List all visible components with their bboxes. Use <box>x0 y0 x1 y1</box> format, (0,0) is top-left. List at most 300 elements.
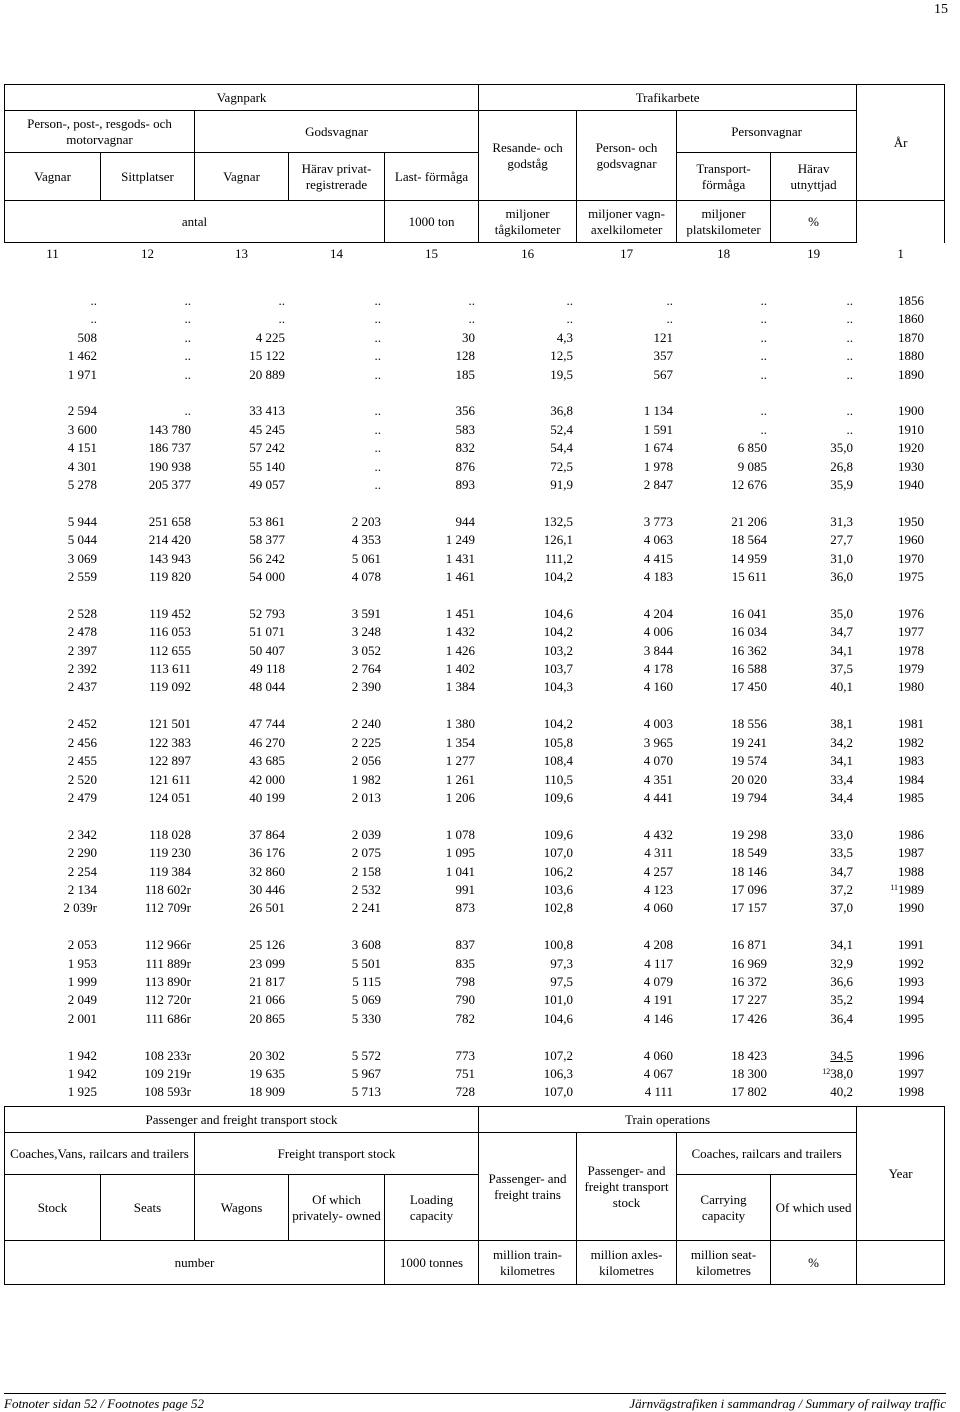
table-cell: 1 942 <box>67 1065 97 1081</box>
table-cell: .. <box>374 329 381 345</box>
table-cell: 2 455 <box>67 753 97 769</box>
table-cell: 3 591 <box>351 605 381 621</box>
table-cell: 790 <box>455 992 475 1008</box>
table-cell: 4 183 <box>643 569 673 585</box>
table-cell: 19 794 <box>731 789 767 805</box>
stock-group-heading: Passenger and freight transport stock <box>5 1107 479 1133</box>
table-cell: 56 242 <box>249 550 285 566</box>
table-cell: 4 311 <box>644 845 673 861</box>
table-cell: 34,7 <box>830 863 853 879</box>
table-cell: .. <box>760 311 767 327</box>
table-cell: 143 943 <box>148 550 191 566</box>
column-number: 17 <box>620 245 634 261</box>
table-cell: 17 157 <box>731 900 767 916</box>
table-cell: 357 <box>653 348 673 364</box>
data-body <box>4 292 944 1102</box>
column-number: 14 <box>330 245 343 261</box>
table-cell: 52 793 <box>249 605 285 621</box>
column-number: 12 <box>141 245 154 261</box>
table-cell: 121 501 <box>148 716 191 732</box>
table-cell: 5 330 <box>351 1010 381 1026</box>
year-cell: 1930 <box>898 458 924 474</box>
table-cell: 31,3 <box>830 513 853 529</box>
privately-owned-heading: Of which privately- owned <box>289 1175 385 1241</box>
table-cell: .. <box>566 311 573 327</box>
procent-unit: % <box>771 201 857 243</box>
table-cell: 2 479 <box>67 789 97 805</box>
pass-freight-trains-heading: Passenger- and freight trains <box>479 1133 577 1241</box>
table-cell: 36,0 <box>830 569 853 585</box>
table-row <box>4 1010 944 1028</box>
year-cell: 1990 <box>898 900 924 916</box>
table-cell: .. <box>374 403 381 419</box>
table-cell: 111,2 <box>544 550 573 566</box>
year-cell: 1960 <box>898 532 924 548</box>
table-cell: 1 971 <box>67 366 97 382</box>
table-cell: 101,0 <box>543 992 573 1008</box>
table-cell: 1 591 <box>643 421 673 437</box>
table-cell: 835 <box>455 955 475 971</box>
table-cell: 19 241 <box>731 734 767 750</box>
table-cell: 18 564 <box>731 532 767 548</box>
table-cell: 508 <box>77 329 97 345</box>
table-cell: 17 096 <box>731 881 767 897</box>
table-row <box>4 476 944 494</box>
row-spacer <box>4 918 944 936</box>
antal-unit: antal <box>5 201 385 243</box>
table-cell: 19 574 <box>731 753 767 769</box>
table-cell: 2 049 <box>67 992 97 1008</box>
table-cell: 121 <box>653 329 673 345</box>
table-cell: 97,3 <box>550 955 573 971</box>
table-row <box>4 973 944 991</box>
table-cell: 107,0 <box>543 845 573 861</box>
underlined-value: 34,5 <box>830 1047 853 1063</box>
year-cell: 1940 <box>898 477 924 493</box>
table-cell: 2 039 <box>351 826 381 842</box>
table-cell: 122 897 <box>148 753 191 769</box>
table-cell: 111 889r <box>145 955 191 971</box>
table-cell: .. <box>760 348 767 364</box>
year-cell: 1860 <box>898 311 924 327</box>
person-group-heading: Person-, post-, resgods- och motorvagnar <box>5 111 195 153</box>
table-cell: 5 061 <box>351 550 381 566</box>
table-cell: 45 245 <box>249 421 285 437</box>
table-cell: 1 431 <box>445 550 475 566</box>
table-cell: 4 301 <box>67 458 97 474</box>
year-cell: 1992 <box>898 955 924 971</box>
table-cell: 186 737 <box>148 440 191 456</box>
page-number: 15 <box>934 2 948 17</box>
table-cell: 143 780 <box>148 421 191 437</box>
table-cell: 2 532 <box>351 881 381 897</box>
table-row <box>4 955 944 973</box>
year-cell: 1981 <box>898 716 924 732</box>
table-cell: 17 426 <box>731 1010 767 1026</box>
data-table <box>4 292 944 1102</box>
table-cell: .. <box>666 293 673 308</box>
row-spacer <box>4 494 944 512</box>
table-cell: 2 013 <box>351 789 381 805</box>
table-cell: 112 966r <box>144 937 191 953</box>
table-cell: 2 001 <box>67 1010 97 1026</box>
table-cell: 4 067 <box>643 1065 673 1081</box>
column-numbers-row <box>5 243 945 265</box>
table-cell: 4 146 <box>643 1010 673 1026</box>
table-cell: 5 572 <box>351 1047 381 1063</box>
of-which-used-heading: Of which used <box>771 1175 857 1241</box>
table-cell: 103,2 <box>543 642 573 658</box>
seat-km-unit: million seat- kilometres <box>677 1241 771 1285</box>
table-cell: 16 034 <box>731 624 767 640</box>
table-cell: 2 290 <box>67 845 97 861</box>
table-cell: 12 676 <box>731 477 767 493</box>
vagnaxel-unit: miljoner vagn- axelkilometer <box>577 201 677 243</box>
table-cell: .. <box>90 311 97 327</box>
table-cell: .. <box>374 421 381 437</box>
table-cell: 1 206 <box>445 789 475 805</box>
table-cell: 38,1 <box>830 716 853 732</box>
table-cell: 15 122 <box>249 348 285 364</box>
train-ops-heading: Train operations <box>479 1107 857 1133</box>
table-cell: 4 208 <box>643 937 673 953</box>
table-cell: 40,1 <box>830 679 853 695</box>
table-cell: .. <box>184 348 191 364</box>
table-cell: 893 <box>455 477 475 493</box>
table-cell: 106,2 <box>543 863 573 879</box>
table-cell: 54 000 <box>249 569 285 585</box>
table-row <box>4 936 944 954</box>
table-cell: 3 965 <box>643 734 673 750</box>
table-cell: 18 423 <box>731 1047 767 1063</box>
table-cell: 19 298 <box>731 826 767 842</box>
personvagnar-heading: Personvagnar <box>677 111 857 153</box>
table-cell: 944 <box>455 513 475 529</box>
table-cell: 3 052 <box>351 642 381 658</box>
table-cell: 4 178 <box>643 661 673 677</box>
table-cell: 2 437 <box>67 679 97 695</box>
table-cell: 1 078 <box>445 826 475 842</box>
trafikarbete-heading: Trafikarbete <box>479 85 857 111</box>
table-cell: 42 000 <box>249 771 285 787</box>
table-cell: 1 426 <box>445 642 475 658</box>
table-cell: 4 191 <box>643 992 673 1008</box>
year-cell: 1978 <box>898 642 924 658</box>
year-cell: 1920 <box>898 440 924 456</box>
table-cell: 37,2 <box>830 881 853 897</box>
footnote-marker: 11 <box>890 882 898 892</box>
table-cell: 109 219r <box>144 1065 191 1081</box>
table-cell: 27,7 <box>830 532 853 548</box>
table-cell: 112 655 <box>149 642 191 658</box>
table-cell: 48 044 <box>249 679 285 695</box>
table-cell: 30 <box>462 329 475 345</box>
table-cell: 5 501 <box>351 955 381 971</box>
table-cell: 104,2 <box>543 716 573 732</box>
table-cell: 113 611 <box>149 661 191 677</box>
year-cell: 1880 <box>898 348 924 364</box>
table-cell: 4 257 <box>643 863 673 879</box>
table-cell: .. <box>760 403 767 419</box>
table-cell: 2 158 <box>351 863 381 879</box>
table-cell: 119 820 <box>149 569 191 585</box>
resande-heading: Resande- och godståg <box>479 111 577 201</box>
table-cell: 119 092 <box>149 679 191 695</box>
table-cell: 2 203 <box>351 513 381 529</box>
table-cell: 728 <box>455 1084 475 1100</box>
row-spacer <box>4 1028 944 1046</box>
person-gods-heading: Person- och godsvagnar <box>577 111 677 201</box>
publication-title: Järnvägstrafiken i sammandrag / Summary of railway traffic <box>629 1396 946 1411</box>
tagkm-unit: miljoner tågkilometer <box>479 201 577 243</box>
table-cell: .. <box>760 293 767 308</box>
table-cell: 16 041 <box>731 605 767 621</box>
table-cell: 873 <box>455 900 475 916</box>
year-cell: 1994 <box>898 992 924 1008</box>
vagnar-gods-heading: Vagnar <box>195 153 289 201</box>
table-cell: 34,1 <box>830 642 853 658</box>
table-cell: 40,2 <box>830 1084 853 1100</box>
table-cell: 18 556 <box>731 716 767 732</box>
year-cell: 1984 <box>898 771 924 787</box>
table-cell <box>770 1047 856 1065</box>
freight-stock-heading: Freight transport stock <box>195 1133 479 1175</box>
table-cell: .. <box>846 421 853 437</box>
table-cell: 37,5 <box>830 661 853 677</box>
table-cell: 119 384 <box>149 863 191 879</box>
table-cell: 3 248 <box>351 624 381 640</box>
table-cell: 782 <box>455 1010 475 1026</box>
table-cell: 1 451 <box>445 605 475 621</box>
table-cell: 2 520 <box>67 771 97 787</box>
table-cell: 5 713 <box>351 1084 381 1100</box>
year-cell: 1979 <box>898 661 924 677</box>
table-cell: 132,5 <box>543 513 573 529</box>
table-cell: 33,4 <box>830 771 853 787</box>
table-row <box>4 623 944 641</box>
table-cell: .. <box>374 293 381 308</box>
table-cell: .. <box>184 403 191 419</box>
column-number: 1 <box>897 245 904 261</box>
table-cell: 5 044 <box>67 532 97 548</box>
table-cell: .. <box>374 477 381 493</box>
table-cell: 20 020 <box>731 771 767 787</box>
table-cell: .. <box>468 293 475 308</box>
table-cell: .. <box>184 293 191 308</box>
table-cell: 52,4 <box>550 421 573 437</box>
table-cell: .. <box>760 366 767 382</box>
table-cell: 34,2 <box>830 734 853 750</box>
table-row <box>4 310 944 328</box>
table-cell: 19 635 <box>249 1065 285 1081</box>
year-en-heading: Year <box>857 1107 945 1241</box>
table-cell: 4 060 <box>643 1047 673 1063</box>
table-cell: 107,2 <box>543 1047 573 1063</box>
table-cell: 2 053 <box>67 937 97 953</box>
table-cell: 1 134 <box>643 403 673 419</box>
table-row <box>4 991 944 1009</box>
year-cell: 1970 <box>898 550 924 566</box>
table-cell: 46 270 <box>249 734 285 750</box>
table-row <box>4 329 944 347</box>
table-row <box>4 1065 944 1083</box>
year-cell: 1900 <box>898 403 924 419</box>
year-cell: 1997 <box>898 1065 924 1081</box>
table-cell: 18 300 <box>731 1065 767 1081</box>
table-cell: 49 057 <box>249 477 285 493</box>
table-cell: 112 720r <box>144 992 191 1008</box>
table-cell: 18 909 <box>249 1084 285 1100</box>
table-cell: 3 773 <box>643 513 673 529</box>
column-number: 18 <box>717 245 731 261</box>
table-cell: 5 944 <box>67 513 97 529</box>
table-cell: 32 860 <box>249 863 285 879</box>
table-cell: 23 099 <box>249 955 285 971</box>
table-cell: 2 397 <box>67 642 97 658</box>
table-cell: 112 709r <box>144 900 191 916</box>
table-row <box>4 1083 944 1101</box>
table-cell: 1 999 <box>67 973 97 989</box>
year-cell: 1975 <box>898 569 924 585</box>
table-cell: 4 006 <box>643 624 673 640</box>
table-cell: 4 351 <box>643 771 673 787</box>
table-cell: 20 865 <box>249 1010 285 1026</box>
table-cell: 1 354 <box>445 734 475 750</box>
table-cell: 104,3 <box>543 679 573 695</box>
table-cell: 32,9 <box>830 955 853 971</box>
coaches-group-heading: Coaches,Vans, railcars and trailers <box>5 1133 195 1175</box>
table-row <box>4 292 944 310</box>
table-cell: 17 227 <box>731 992 767 1008</box>
table-cell: 2 241 <box>351 900 381 916</box>
table-cell: 110,5 <box>544 771 573 787</box>
table-cell: 33,0 <box>830 826 853 842</box>
table-cell: .. <box>374 311 381 327</box>
stock-heading: Stock <box>5 1175 101 1241</box>
table-cell: .. <box>846 366 853 382</box>
table-cell: 104,2 <box>543 624 573 640</box>
table-cell: 40 199 <box>249 789 285 805</box>
table-cell: 2 847 <box>643 477 673 493</box>
table-cell: 104,2 <box>543 569 573 585</box>
percent-unit: % <box>771 1241 857 1285</box>
header-swedish <box>4 84 945 265</box>
table-cell: 108,4 <box>543 753 573 769</box>
year-cell: 1976 <box>898 605 924 621</box>
table-cell: 49 118 <box>249 661 285 677</box>
table-cell: 14 959 <box>731 550 767 566</box>
table-cell: 21 817 <box>249 973 285 989</box>
table-cell: 26 501 <box>249 900 285 916</box>
table-row <box>4 347 944 365</box>
table-cell: 205 377 <box>148 477 191 493</box>
transportformaga-heading: Transport- förmåga <box>677 153 771 201</box>
table-cell: 356 <box>455 403 475 419</box>
seats-heading: Seats <box>101 1175 195 1241</box>
table-cell: 34,1 <box>830 937 853 953</box>
table-cell: 16 362 <box>731 642 767 658</box>
table-cell: 2 594 <box>67 403 97 419</box>
train-km-unit: million train- kilometres <box>479 1241 577 1285</box>
table-cell: 4 225 <box>255 329 285 345</box>
table-cell: 2 528 <box>67 605 97 621</box>
year-cell: 1987 <box>898 845 924 861</box>
year-cell: 1856 <box>898 293 924 308</box>
table-row <box>4 513 944 531</box>
table-cell: 3 844 <box>643 642 673 658</box>
table-cell: 4 353 <box>351 532 381 548</box>
table-cell: 2 134 <box>67 881 97 897</box>
table-cell: 214 420 <box>148 532 191 548</box>
table-cell: 126,1 <box>543 532 573 548</box>
table-cell: 798 <box>455 973 475 989</box>
table-cell: 30 446 <box>249 881 285 897</box>
table-row <box>4 678 944 696</box>
table-cell: 4 432 <box>643 826 673 842</box>
table-cell: 1 982 <box>351 771 381 787</box>
table-cell: 17 450 <box>731 679 767 695</box>
table-cell: 6 850 <box>737 440 767 456</box>
table-cell: 567 <box>653 366 673 382</box>
table-cell: 36,8 <box>550 403 573 419</box>
table-row <box>4 734 944 752</box>
table-cell: 109,6 <box>543 789 573 805</box>
table-cell: 4 070 <box>643 753 673 769</box>
lastformaga-heading: Last- förmåga <box>385 153 479 201</box>
year-cell: $^{11}$1989 <box>890 881 924 897</box>
table-cell: 2 225 <box>351 734 381 750</box>
harav-privat-heading: Härav privat- registrerade <box>289 153 385 201</box>
table-cell: 1 942 <box>67 1047 97 1063</box>
table-cell: 16 588 <box>731 661 767 677</box>
column-number: 11 <box>46 245 59 261</box>
table-row <box>4 863 944 881</box>
table-cell: 4 441 <box>643 789 673 805</box>
table-cell: 36,4 <box>830 1010 853 1026</box>
axle-km-unit: million axles- kilometres <box>577 1241 677 1285</box>
table-cell: 37,0 <box>830 900 853 916</box>
table-cell: 2 390 <box>351 679 381 695</box>
year-cell: 1982 <box>898 734 924 750</box>
year-cell: 1890 <box>898 366 924 382</box>
table-cell: 109,6 <box>543 826 573 842</box>
table-cell: 51 071 <box>249 624 285 640</box>
table-cell: 5 069 <box>351 992 381 1008</box>
table-cell: 1 384 <box>445 679 475 695</box>
table-cell: 2 452 <box>67 716 97 732</box>
godsvagnar-heading: Godsvagnar <box>195 111 479 153</box>
table-cell: .. <box>374 458 381 474</box>
table-cell: 4 117 <box>644 955 673 971</box>
year-unit-blank <box>857 201 945 243</box>
table-cell: 4 160 <box>643 679 673 695</box>
vagnar-heading: Vagnar <box>5 153 101 201</box>
table-cell: 118 028 <box>149 826 191 842</box>
table-cell: .. <box>278 293 285 308</box>
table-cell: 36 176 <box>249 845 285 861</box>
table-cell: 9 085 <box>737 458 767 474</box>
table-cell: 107,0 <box>543 1084 573 1100</box>
pass-freight-stock-heading: Passenger- and freight transport stock <box>577 1133 677 1241</box>
table-cell: 72,5 <box>550 458 573 474</box>
table-cell: 2 039r <box>63 900 97 916</box>
table-cell: 1 461 <box>445 569 475 585</box>
tonnes-unit: 1000 tonnes <box>385 1241 479 1285</box>
table-row <box>4 402 944 420</box>
table-cell: 36,6 <box>830 973 853 989</box>
table-cell: 4 060 <box>643 900 673 916</box>
year-heading: År <box>857 85 945 201</box>
